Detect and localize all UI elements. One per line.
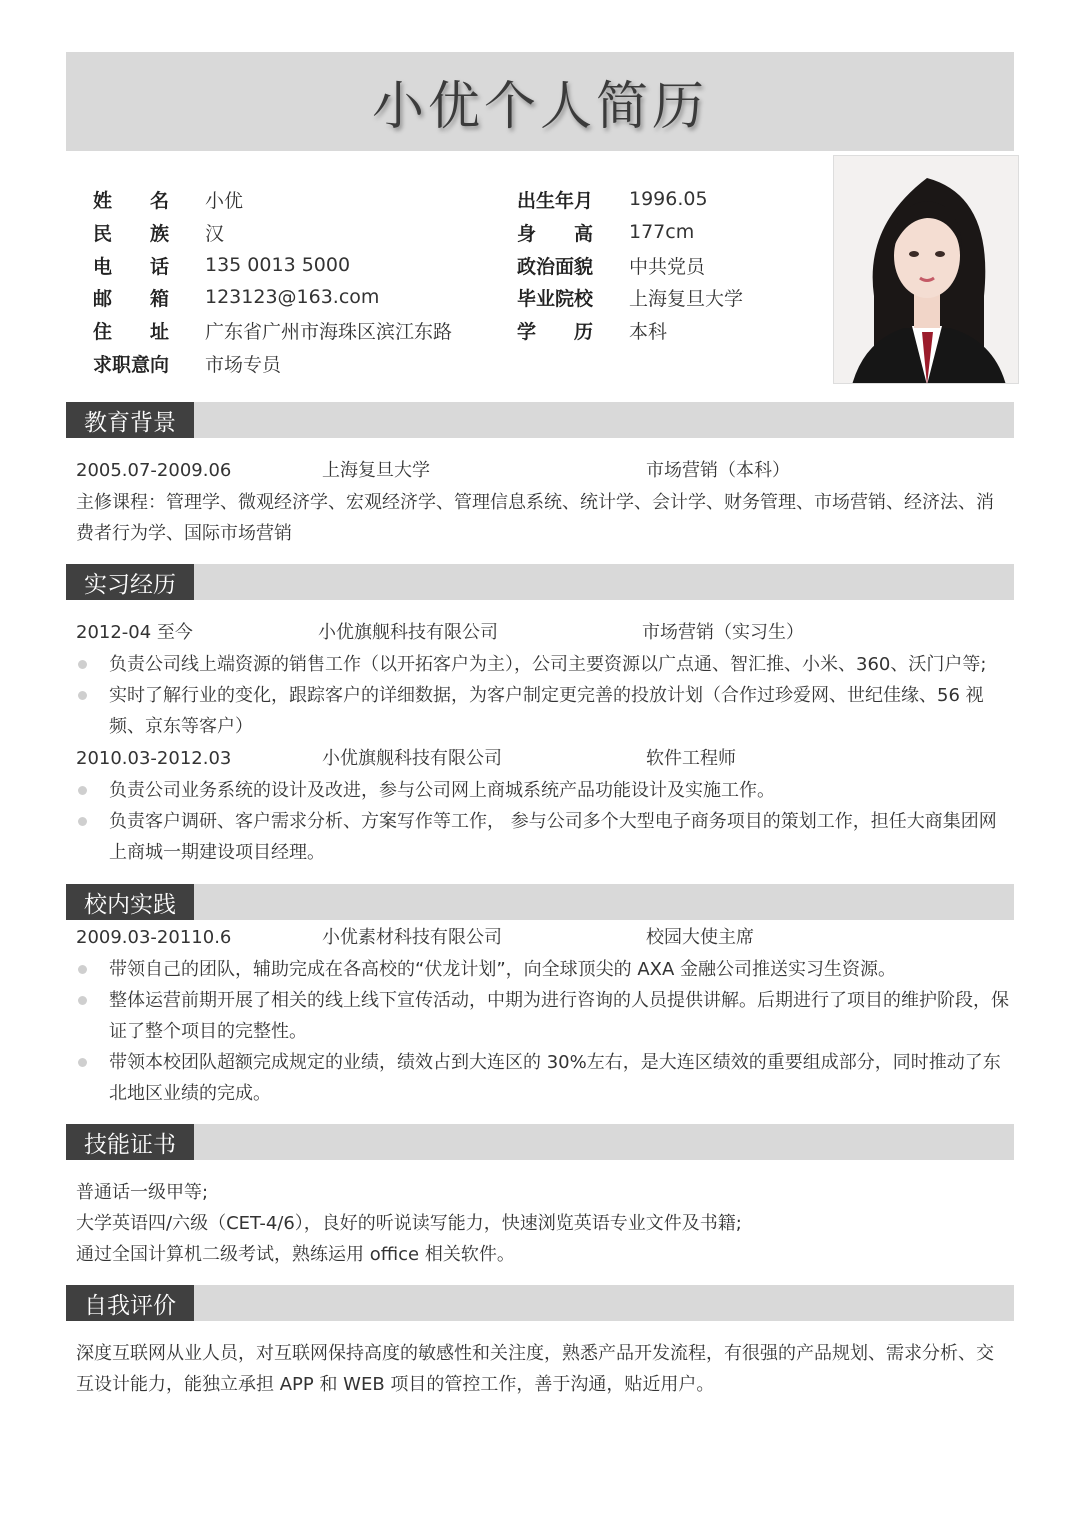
info-row [93, 347, 281, 379]
info-row [517, 216, 694, 248]
education-period: 2005.07-2009.06 [76, 460, 232, 481]
info-row [517, 281, 743, 313]
info-label-text: 箱 [149, 287, 169, 310]
info-label-text: 身 [517, 222, 537, 245]
list-item: 负责公司业务系统的设计及改进，参与公司网上商城系统产品功能设计及实施工作。 [76, 775, 1014, 806]
skill-line: 普通话一级甲等; [76, 1182, 209, 1203]
bullet-dot-icon [78, 691, 87, 700]
list-item: 带领本校团队超额完成规定的业绩，绩效占到大连区的 30%左右，是大连区绩效的重要组成部分，同时推动了东北地区业绩的完成。 [76, 1047, 1014, 1109]
internship-1-role: 市场营销（实习生） [642, 622, 804, 643]
campus-company: 小优素材科技有限公司 [322, 927, 502, 948]
info-label-text: 族 [149, 222, 169, 245]
list-item: 带领自己的团队，辅助完成在各高校的“伏龙计划”，向全球顶尖的 AXA 金融公司推送实习生资源。 [76, 954, 1014, 985]
info-label [517, 252, 593, 279]
info-row [517, 183, 708, 215]
info-label [517, 186, 593, 213]
internship-2-role: 软件工程师 [646, 748, 736, 769]
info-label [517, 219, 593, 246]
bullet-dot-icon [78, 965, 87, 974]
info-value: 123123@163.com [205, 286, 380, 308]
internship-1-period: 2012-04 至今 [76, 622, 193, 643]
bullet-dot-icon [78, 1058, 87, 1067]
info-value: 市场专员 [205, 353, 282, 376]
section-skills-heading: 技能证书 [66, 1124, 194, 1160]
profile-photo-image [834, 156, 1019, 384]
section-education-heading: 教育背景 [66, 402, 194, 438]
info-label-text: 高 [573, 222, 593, 245]
info-value: 本科 [629, 320, 668, 343]
section-skills [66, 1124, 1014, 1160]
info-label-text: 姓 [93, 189, 113, 212]
info-label-text: 民 [93, 222, 113, 245]
self-evaluation-text: 深度互联网从业人员，对互联网保持高度的敏感性和关注度，熟悉产品开发流程，有很强的产品规划、需求分析、交互设计能力，能独立承担 APP 和 WEB 项目的管控工作，善于沟通，贴近用户。 [76, 1343, 994, 1395]
education-school: 上海复旦大学 [322, 460, 430, 481]
info-label [517, 284, 593, 311]
resume-title: 小优个人简历 [371, 77, 708, 137]
info-label [517, 317, 593, 344]
info-value: 1996.05 [629, 188, 708, 210]
info-row [93, 216, 224, 248]
info-label-text: 址 [149, 320, 169, 343]
info-label-text: 邮 [93, 287, 113, 310]
internship-2-period: 2010.03-2012.03 [76, 748, 232, 769]
info-row [517, 314, 667, 346]
section-campus [66, 884, 1014, 920]
info-value: 上海复旦大学 [629, 287, 744, 310]
info-value: 中共党员 [629, 255, 706, 278]
list-item: 实时了解行业的变化，跟踪客户的详细数据，为客户制定更完善的投放计划（合作过珍爱网、世纪佳缘、56 视频、京东等客户） [76, 680, 1014, 742]
info-label [93, 317, 169, 344]
info-value: 汉 [205, 222, 225, 245]
section-campus-heading: 校内实践 [66, 884, 194, 920]
list-item: 整体运营前期开展了相关的线上线下宣传活动，中期为进行咨询的人员提供讲解。后期进行了项目的维护阶段，保证了整个项目的完整性。 [76, 985, 1014, 1047]
info-label [93, 284, 169, 311]
info-row [517, 249, 705, 281]
info-row [93, 183, 243, 215]
info-label-text: 毕业院校 [517, 287, 594, 310]
info-row [93, 249, 350, 281]
info-label-text: 电 [93, 255, 113, 278]
info-label-text: 住 [93, 320, 113, 343]
campus-period: 2009.03-20110.6 [76, 927, 232, 948]
bullet-dot-icon [78, 996, 87, 1005]
list-item: 负责客户调研、客户需求分析、方案写作等工作， 参与公司多个大型电子商务项目的策划工作，担任大商集团网上商城一期建设项目经理。 [76, 806, 1014, 868]
internship-2-company: 小优旗舰科技有限公司 [322, 748, 502, 769]
info-row [93, 281, 379, 313]
info-label-text: 求职意向 [93, 353, 170, 376]
skill-line: 通过全国计算机二级考试，熟练运用 office 相关软件。 [76, 1244, 515, 1265]
info-value: 广东省广州市海珠区滨江东路 [205, 320, 453, 343]
info-label-text: 历 [573, 320, 593, 343]
info-row [93, 314, 452, 346]
info-label-text: 学 [517, 320, 537, 343]
section-internship-heading: 实习经历 [66, 564, 194, 600]
info-label-text: 出生年月 [517, 189, 594, 212]
info-value: 小优 [205, 189, 244, 212]
bullet-dot-icon [78, 786, 87, 795]
internship-1-company: 小优旗舰科技有限公司 [318, 622, 498, 643]
info-label [93, 252, 169, 279]
info-label-text: 名 [149, 189, 169, 212]
info-label [93, 219, 169, 246]
education-courses: 主修课程：管理学、微观经济学、宏观经济学、管理信息系统、统计学、会计学、财务管理、市场营销、经济法、消费者行为学、国际市场营销 [76, 492, 994, 544]
info-value: 177cm [629, 221, 695, 243]
section-education [66, 402, 1014, 438]
profile-photo [833, 155, 1019, 384]
resume-title-bar [66, 52, 1014, 151]
skill-line: 大学英语四/六级（CET-4/6），良好的听说读写能力，快速浏览英语专业文件及书籍; [76, 1213, 742, 1234]
list-item: 负责公司线上端资源的销售工作（以开拓客户为主），公司主要资源以广点通、智汇推、小米、360、沃门户等; [76, 649, 1014, 680]
bullet-dot-icon [78, 817, 87, 826]
info-value: 135 0013 5000 [205, 254, 351, 276]
education-major: 市场营销（本科） [646, 460, 790, 481]
section-self-heading: 自我评价 [66, 1285, 194, 1321]
campus-role: 校园大使主席 [646, 927, 754, 948]
info-label-text: 政治面貌 [517, 255, 594, 278]
section-internship [66, 564, 1014, 600]
bullet-dot-icon [78, 660, 87, 669]
info-label-text: 话 [149, 255, 169, 278]
info-label [93, 186, 169, 213]
info-label [93, 350, 169, 377]
section-self [66, 1285, 1014, 1321]
